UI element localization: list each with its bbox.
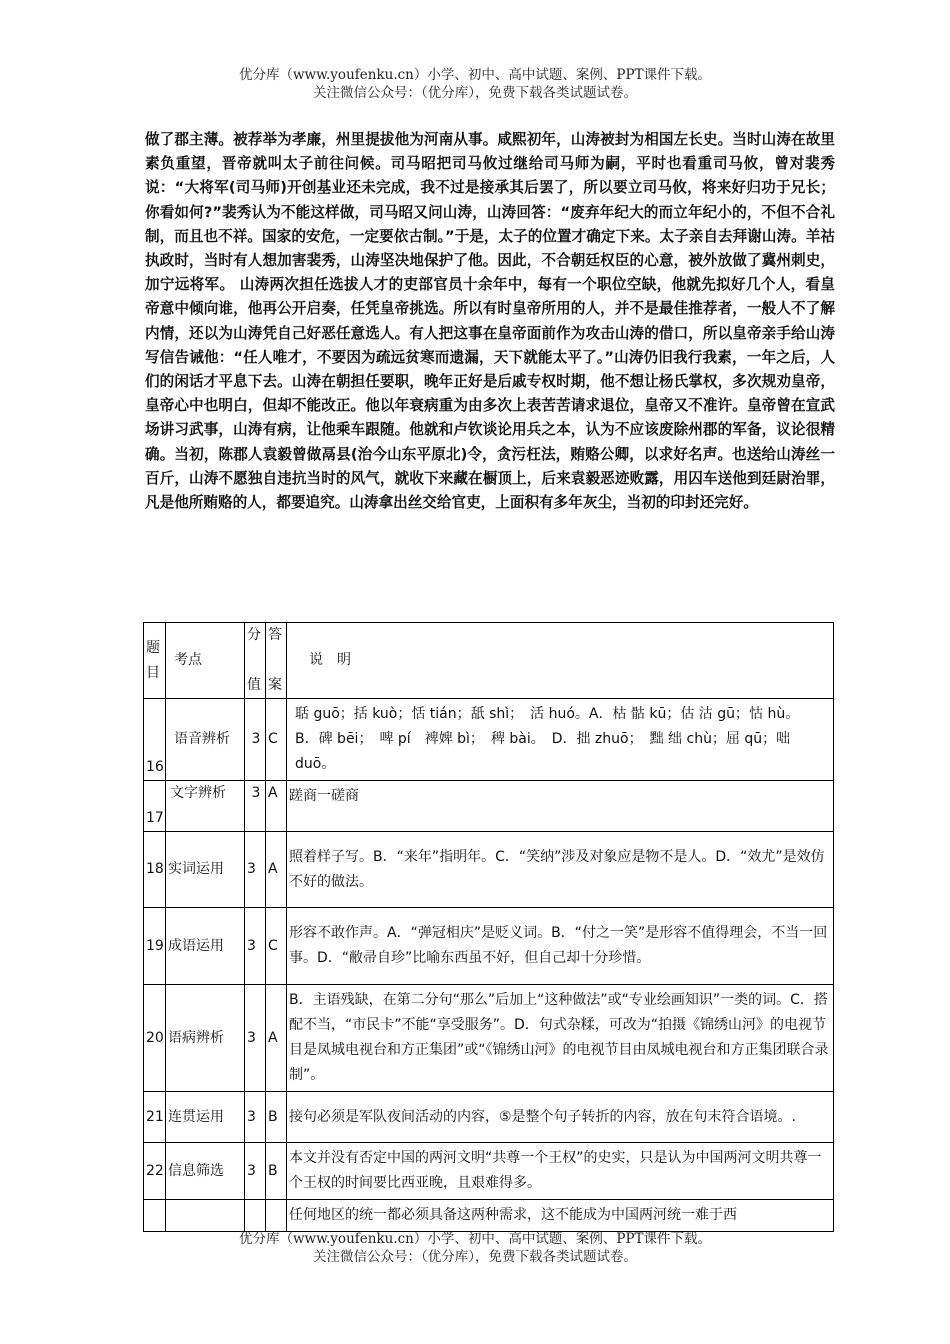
answer-cell: A <box>266 985 287 1092</box>
header-line-1: 优分库（www.youfenku.cn）小学、初中、高中试题、案例、PPT课件下载。 <box>238 67 712 83</box>
score-cell: 3 <box>245 985 266 1092</box>
score-cell: 3 <box>245 1092 266 1143</box>
topic-cell: 信息筛选 <box>166 1143 245 1200</box>
topic-cell: 实词运用 <box>166 832 245 908</box>
explanation-cell: 照着样子写。B．“来年”指明年。C．“笑纳”涉及对象应是物不是人。D．“效尤”是效仿不好的做法。 <box>287 832 834 908</box>
answer-cell: A <box>266 781 287 832</box>
topic-cell: 语病辨析 <box>166 985 245 1092</box>
score-cell <box>245 1200 266 1232</box>
topic-cell <box>166 1200 245 1232</box>
header-answer: 答 案 <box>266 623 287 699</box>
answer-cell: A <box>266 832 287 908</box>
header-line-2: 关注微信公众号：（优分库），免费下载各类试题试卷。 <box>313 85 637 101</box>
topic-cell: 语音辨析 <box>166 699 245 781</box>
table-row <box>144 832 834 908</box>
topic-cell: 成语运用 <box>166 908 245 985</box>
answer-cell: B <box>266 1092 287 1143</box>
question-number: 20 <box>144 985 166 1092</box>
score-cell: 3 <box>245 781 266 832</box>
translation-passage: 做了郡主薄。被荐举为孝廉，州里提拔他为河南从事。咸熙初年，山涛被封为相国左长史。当时山涛在故里素负重望，晋帝就叫太子前往问候。司马昭把司马攸过继给司马师为嗣，平时也看重司马攸，曾对裴秀说：“大将军(司马师)开创基业还未完成，我不过是接承其后罢了，所以要立司马攸，将来好归功于兄长；你看如何?”裴秀认为不能这样做，司马昭又问山涛，山涛回答：“废弃年纪大的而立年纪小的，不但不合礼制，而且也不祥。国家的安危，一定要依古制。”于是，太子的位置才确定下来。太子亲自去拜谢山涛。羊祜执政时，当时有人想加害裴秀，山涛坚决地保护了他。因此，不合朝廷权臣的心意，被外放做了冀州刺史，加宁远将军。 山涛两次担任选拔人才的吏部官员十余年中，每有一个职位空缺，他就先拟好几个人，看皇帝意中倾向谁，他再公开启奏，任凭皇帝挑选。所以有时皇帝所用的人，并不是最佳推荐者，一般人不了解内情，还以为山涛凭自己好恶任意选人。有人把这事在皇帝面前作为攻击山涛的借口，所以皇帝亲手给山涛写信告诫他：“任人唯才，不要因为疏远贫寒而遗漏，天下就能太平了。”山涛仍旧我行我素，一年之后，人们的闲话才平息下去。山涛在朝担任要职，晚年正好是后戚专权时期，他不想让杨氏掌权，多次规劝皇帝，皇帝心中也明白，但却不能改正。他以年衰病重为由多次上表苦苦请求退位，皇帝又不准许。皇帝曾在宣武场讲习武事，山涛有病，让他乘车跟随。他就和卢钦谈论用兵之本，认为不应该废除州郡的军备，议论很精确。当初，陈郡人袁毅曾做鬲县(治今山东平原北)令，贪污枉法，贿赂公卿，以求好名声。也送给山涛丝一百斤，山涛不愿独自违抗当时的风气，就收下来藏在橱顶上，后来袁毅恶迹败露，用囚车送他到廷尉治罪，凡是他所贿赂的人，都要追究。山涛拿出丝交给官吏，上面积有多年灰尘，当初的印封还完好。 <box>145 131 835 512</box>
header-explanation: 说 明 <box>287 623 834 699</box>
explanation-cell: 本文并没有否定中国的两河文明“共尊一个王权”的史实，只是认为中国两河文明共尊一个王权的时间要比西亚晚，且艰难得多。 <box>287 1143 834 1200</box>
footer-line-1: 优分库（www.youfenku.cn）小学、初中、高中试题、案例、PPT课件下载。 <box>238 1231 712 1247</box>
table-header-row <box>144 623 834 699</box>
score-cell: 3 <box>245 908 266 985</box>
table-row <box>144 699 834 781</box>
explanation-cell: 聒 guō；括 kuò；恬 tián；舐 shì； 活 huó。A．枯 骷 kū；估 沽 gū；怙 hù。 B．碑 bēi； 啤 pí 裨婢 bì； 稗 bài。 D．拙 zhuō； 黜 绌 chù；屈 qū；咄 duō。 <box>287 699 834 781</box>
topic-cell: 连贯运用 <box>166 1092 245 1143</box>
answer-table <box>143 622 834 1232</box>
explanation-cell: 任何地区的统一都必须具备这两种需求，这不能成为中国两河统一难于西 <box>287 1200 834 1232</box>
question-number: 16 <box>144 699 166 781</box>
explanation-cell: 接句必须是军队夜间活动的内容，⑤是整个句子转折的内容，放在句末符合语境。. <box>287 1092 834 1143</box>
header-score: 分 值 <box>245 623 266 699</box>
explanation-cell: 形容不敢作声。A．“弹冠相庆”是贬义词。B．“付之一笑”是形容不值得理会，不当一回事。D．“敝帚自珍”比喻东西虽不好，但自己却十分珍惜。 <box>287 908 834 985</box>
table-row <box>144 1092 834 1143</box>
topic-cell: 文字辨析 <box>166 781 245 832</box>
answer-cell: B <box>266 1143 287 1200</box>
answer-cell: C <box>266 699 287 781</box>
header-topic: 考点 <box>166 623 245 699</box>
table-row <box>144 908 834 985</box>
table-row <box>144 1143 834 1200</box>
question-number <box>144 1200 166 1232</box>
answer-cell <box>266 1200 287 1232</box>
question-number: 17 <box>144 781 166 832</box>
score-cell: 3 <box>245 832 266 908</box>
page-header <box>0 66 950 102</box>
explanation-cell: B．主语残缺，在第二分句“那么”后加上“这种做法”或“专业绘画知识”一类的词。C．搭配不当，“市民卡”不能“享受服务”。D．句式杂糅，可改为“拍摄《锦绣山河》的电视节目是凤城电视台和方正集团”或“《锦绣山河》的电视节目由凤城电视台和方正集团联合录制”。 <box>287 985 834 1092</box>
answer-cell: C <box>266 908 287 985</box>
score-cell: 3 <box>245 699 266 781</box>
header-number: 题 目 <box>144 623 166 699</box>
question-number: 22 <box>144 1143 166 1200</box>
question-number: 21 <box>144 1092 166 1143</box>
page-footer <box>0 1230 950 1266</box>
question-number: 19 <box>144 908 166 985</box>
table-row <box>144 1200 834 1232</box>
footer-line-2: 关注微信公众号：（优分库），免费下载各类试题试卷。 <box>313 1249 637 1265</box>
question-number: 18 <box>144 832 166 908</box>
table-row <box>144 985 834 1092</box>
score-cell: 3 <box>245 1143 266 1200</box>
explanation-cell: 蹉商一磋商 <box>287 781 834 832</box>
table-row <box>144 781 834 832</box>
